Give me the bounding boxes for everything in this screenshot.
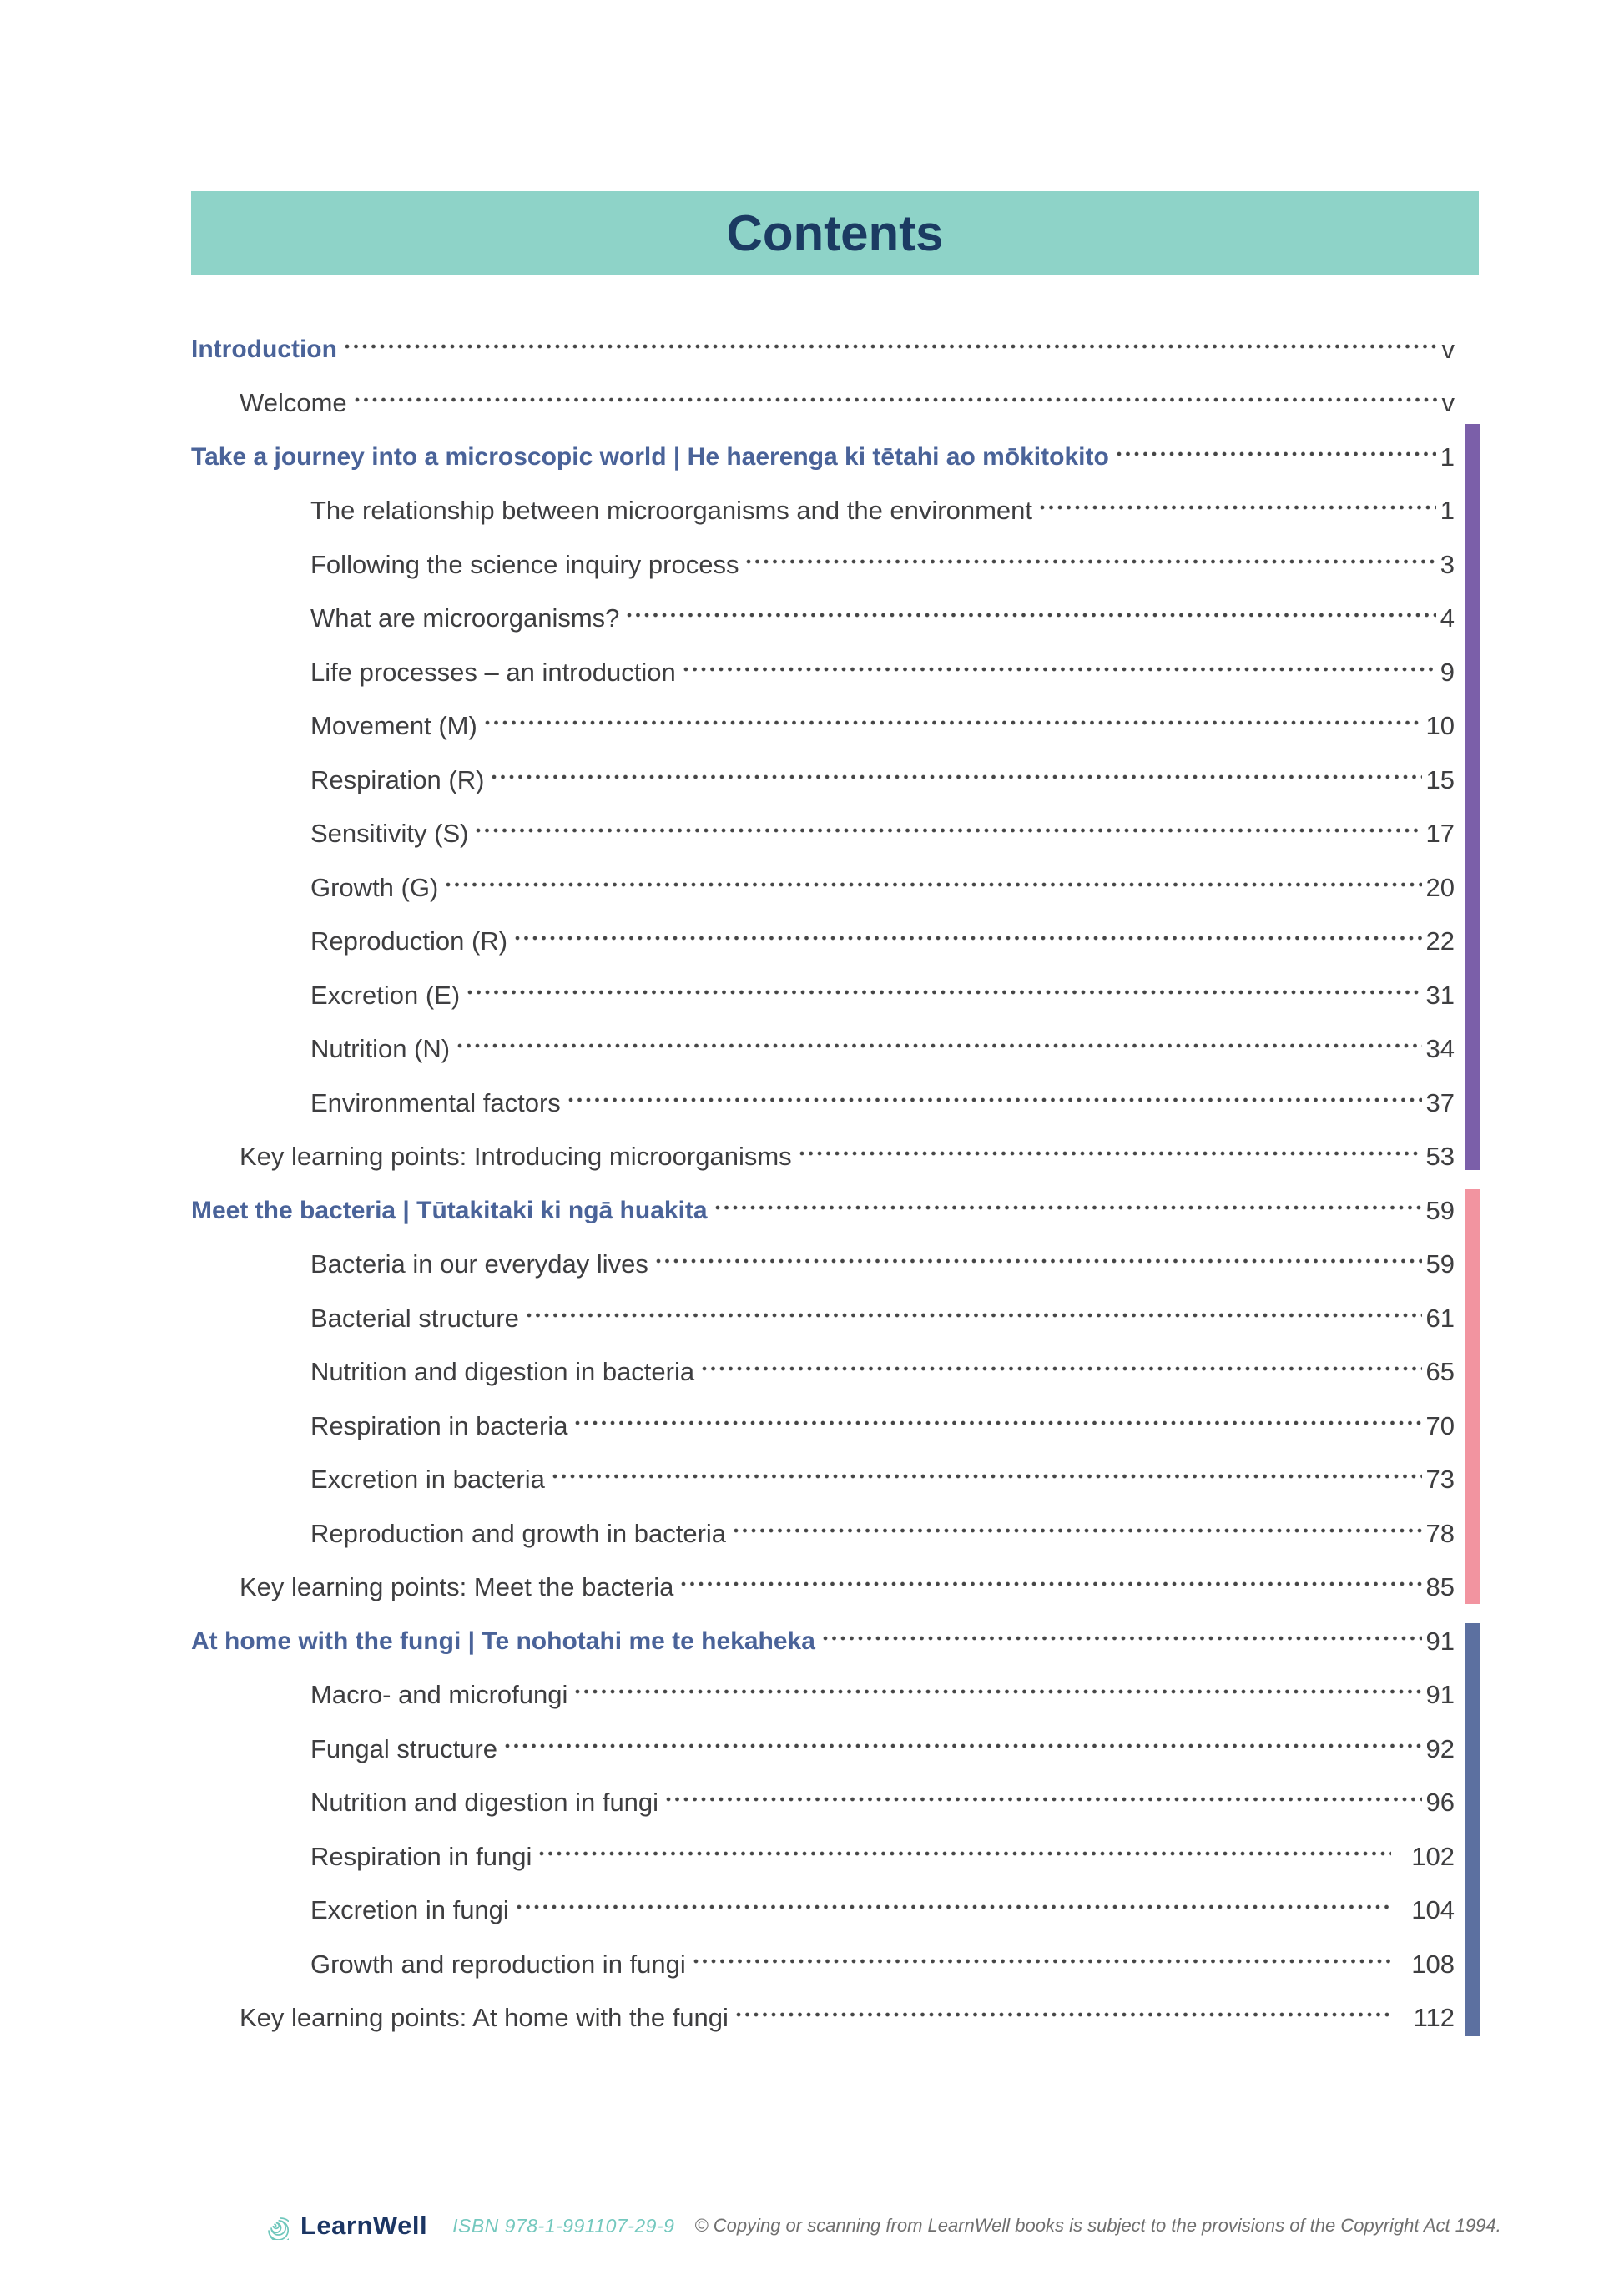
toc-page-number: 1 bbox=[1440, 441, 1455, 472]
toc-entry-label: Reproduction and growth in bacteria bbox=[310, 1518, 727, 1548]
toc-page-number: 15 bbox=[1425, 764, 1455, 794]
toc-entry bbox=[191, 1396, 1455, 1450]
dot-leader bbox=[736, 2012, 1394, 2017]
toc-entry-label: Respiration in fungi bbox=[310, 1841, 532, 1871]
toc-page-number: 108 bbox=[1411, 1949, 1455, 1979]
dot-leader bbox=[345, 344, 1438, 349]
toc-entry bbox=[191, 1827, 1455, 1881]
dot-leader bbox=[517, 1904, 1391, 1909]
toc-entry-label: At home with the fungi | Te nohotahi me te hekaheka bbox=[191, 1627, 815, 1655]
section-bar-meet-the-bacteria bbox=[1465, 1189, 1480, 1604]
page-title: Contents bbox=[726, 205, 944, 261]
toc-entry-label: Following the science inquiry process bbox=[310, 549, 739, 579]
toc-entry-label: Key learning points: Meet the bacteria bbox=[240, 1572, 674, 1601]
dot-leader bbox=[702, 1366, 1421, 1371]
dot-leader bbox=[734, 1528, 1421, 1533]
toc-page-number: 112 bbox=[1413, 2003, 1455, 2032]
toc-page-number: 61 bbox=[1425, 1303, 1455, 1333]
toc-entry-label: Movement (M) bbox=[310, 711, 477, 740]
toc-entry-label: Life processes – an introduction bbox=[310, 657, 676, 687]
toc-entry bbox=[191, 320, 1455, 374]
section-bar-at-home-with-the-fungi bbox=[1465, 1623, 1480, 2036]
dot-leader bbox=[457, 1043, 1421, 1048]
toc-entry-label: Nutrition (N) bbox=[310, 1034, 451, 1063]
toc-entry bbox=[191, 1343, 1455, 1397]
toc-page-number: 9 bbox=[1440, 657, 1455, 687]
toc-page-number: 1 bbox=[1440, 496, 1455, 525]
toc-entry-label: Environmental factors bbox=[310, 1087, 561, 1117]
dot-leader bbox=[693, 1959, 1391, 1964]
toc-entry-label: Excretion in fungi bbox=[310, 1895, 509, 1924]
page-footer bbox=[260, 2202, 1501, 2250]
dot-leader bbox=[627, 613, 1435, 618]
toc-page-number: 85 bbox=[1425, 1572, 1455, 1601]
toc-entry-label: Nutrition and digestion in bacteria bbox=[310, 1357, 695, 1386]
dot-leader bbox=[575, 1420, 1421, 1425]
toc-entry bbox=[191, 1020, 1455, 1074]
toc-page-number: 91 bbox=[1425, 1680, 1455, 1709]
toc-entry-label: Macro- and microfungi bbox=[310, 1680, 568, 1709]
toc-entry bbox=[191, 535, 1455, 589]
toc-page-number: 3 bbox=[1440, 549, 1455, 579]
toc-entry-label: Growth (G) bbox=[310, 872, 439, 902]
toc-page-number: 59 bbox=[1425, 1249, 1455, 1279]
toc-entry bbox=[191, 750, 1455, 805]
toc-entry-label: What are microorganisms? bbox=[310, 603, 620, 633]
toc-entry bbox=[191, 1073, 1455, 1127]
toc-page-number: 31 bbox=[1425, 980, 1455, 1010]
dot-leader bbox=[1040, 505, 1436, 510]
toc-entry-label: Fungal structure bbox=[310, 1733, 497, 1763]
toc-page-number: 65 bbox=[1425, 1357, 1455, 1386]
toc-entry-label: Key learning points: At home with the fungi bbox=[240, 2003, 729, 2032]
toc-page-number: 102 bbox=[1411, 1841, 1455, 1871]
dot-leader bbox=[476, 828, 1421, 833]
dot-leader bbox=[575, 1689, 1421, 1694]
isbn-text: ISBN 978-1-991107-29-9 bbox=[452, 2214, 675, 2237]
copyright-text: © Copying or scanning from LearnWell books is subject to the provisions of the Copyright Act 1994. bbox=[694, 2215, 1501, 2236]
toc-entry bbox=[191, 966, 1455, 1020]
toc-entry-label: Bacterial structure bbox=[310, 1303, 519, 1333]
toc-entry-label: Take a journey into a microscopic world | He haerenga ki tētahi ao mōkitokito bbox=[191, 442, 1109, 471]
toc-page-number: v bbox=[1441, 334, 1455, 364]
toc-page-number: 4 bbox=[1440, 603, 1455, 633]
toc-entry-label: Respiration (R) bbox=[310, 764, 485, 794]
toc-page-number: 104 bbox=[1411, 1895, 1455, 1924]
toc-page-number: 96 bbox=[1425, 1788, 1455, 1817]
toc-entry bbox=[191, 1181, 1455, 1235]
toc-entry-label: Introduction bbox=[191, 335, 337, 363]
dot-leader bbox=[446, 882, 1421, 887]
toc-entry bbox=[191, 643, 1455, 697]
toc-entry-label: Excretion (E) bbox=[310, 980, 461, 1010]
toc-page-number: 92 bbox=[1425, 1733, 1455, 1763]
toc-entry-label: Reproduction (R) bbox=[310, 926, 508, 956]
toc-entry-label: The relationship between microorganisms and the environment bbox=[310, 496, 1033, 525]
dot-leader bbox=[746, 559, 1435, 564]
dot-leader bbox=[1117, 451, 1436, 456]
toc-page-number: 70 bbox=[1425, 1410, 1455, 1440]
toc-entry bbox=[191, 697, 1455, 751]
contents-banner bbox=[191, 191, 1479, 275]
toc-entry bbox=[191, 1989, 1455, 2043]
dot-leader bbox=[666, 1797, 1421, 1802]
dot-leader bbox=[656, 1258, 1422, 1264]
toc-entry bbox=[191, 1558, 1455, 1612]
toc-entry bbox=[191, 1719, 1455, 1773]
dot-leader bbox=[539, 1851, 1391, 1856]
toc-entry bbox=[191, 858, 1455, 912]
toc-entry bbox=[191, 1612, 1455, 1666]
dot-leader bbox=[355, 397, 1438, 402]
toc-page-number: 59 bbox=[1425, 1195, 1455, 1225]
toc-page-number: v bbox=[1441, 388, 1455, 417]
toc-page-number: 17 bbox=[1425, 819, 1455, 848]
toc-entry bbox=[191, 1450, 1455, 1505]
dot-leader bbox=[683, 667, 1436, 672]
section-bar-introducing-microorganisms bbox=[1465, 424, 1480, 1170]
toc-entry-label: Welcome bbox=[240, 388, 347, 417]
dot-leader bbox=[492, 774, 1421, 779]
toc-entry bbox=[191, 1881, 1455, 1935]
dot-leader bbox=[823, 1636, 1422, 1641]
dot-leader bbox=[568, 1097, 1422, 1102]
toc-entry-label: Excretion in bacteria bbox=[310, 1465, 545, 1494]
dot-leader bbox=[505, 1743, 1422, 1748]
toc-entry bbox=[191, 589, 1455, 643]
toc-entry-label: Meet the bacteria | Tūtakitaki ki ngā huakita bbox=[191, 1196, 708, 1224]
learnwell-logo-icon bbox=[260, 2212, 289, 2240]
toc-entry bbox=[191, 1127, 1455, 1182]
toc-entry bbox=[191, 1773, 1455, 1828]
dot-leader bbox=[485, 720, 1422, 725]
toc-entry-label: Growth and reproduction in fungi bbox=[310, 1949, 686, 1979]
toc-page-number: 37 bbox=[1425, 1087, 1455, 1117]
toc-entry-label: Key learning points: Introducing microorganisms bbox=[240, 1142, 792, 1171]
toc-entry bbox=[191, 1504, 1455, 1558]
toc-entry-label: Sensitivity (S) bbox=[310, 819, 469, 848]
toc-page-number: 20 bbox=[1425, 872, 1455, 902]
dot-leader bbox=[527, 1313, 1422, 1318]
toc-entry bbox=[191, 912, 1455, 966]
dot-leader bbox=[552, 1474, 1422, 1479]
table-of-contents bbox=[191, 320, 1455, 2042]
toc-entry bbox=[191, 1666, 1455, 1720]
toc-page-number: 34 bbox=[1425, 1034, 1455, 1063]
dot-leader bbox=[681, 1581, 1421, 1586]
toc-entry bbox=[191, 1235, 1455, 1289]
toc-entry bbox=[191, 1289, 1455, 1343]
dot-leader bbox=[799, 1151, 1422, 1156]
toc-page-number: 53 bbox=[1425, 1142, 1455, 1171]
toc-entry bbox=[191, 427, 1455, 482]
toc-entry-label: Bacteria in our everyday lives bbox=[310, 1249, 648, 1279]
toc-page-number: 91 bbox=[1425, 1626, 1455, 1656]
toc-entry bbox=[191, 1934, 1455, 1989]
toc-entry bbox=[191, 805, 1455, 859]
toc-entry bbox=[191, 374, 1455, 428]
dot-leader bbox=[467, 990, 1421, 995]
toc-page-number: 10 bbox=[1425, 711, 1455, 740]
toc-entry-label: Nutrition and digestion in fungi bbox=[310, 1788, 659, 1817]
toc-entry-label: Respiration in bacteria bbox=[310, 1410, 568, 1440]
dot-leader bbox=[715, 1205, 1422, 1210]
learnwell-wordmark: LearnWell bbox=[300, 2211, 428, 2240]
dot-leader bbox=[515, 936, 1421, 941]
toc-page-number: 73 bbox=[1425, 1465, 1455, 1494]
toc-page-number: 22 bbox=[1425, 926, 1455, 956]
toc-page-number: 78 bbox=[1425, 1518, 1455, 1548]
toc-entry bbox=[191, 482, 1455, 536]
